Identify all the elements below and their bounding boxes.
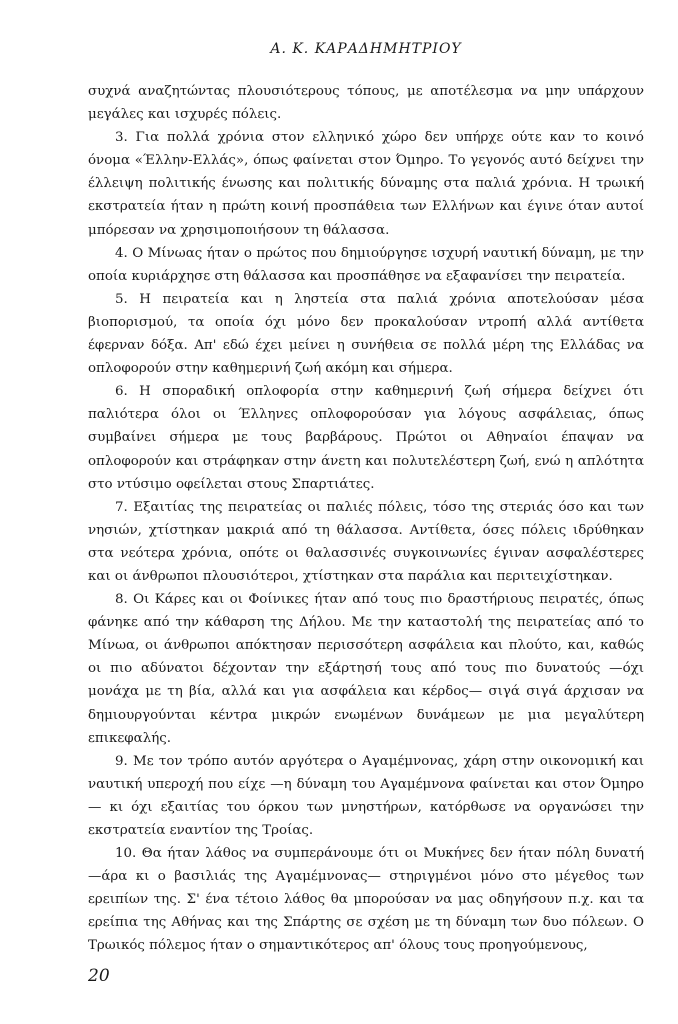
page-number: 20 [88,966,110,986]
paragraph-3: 3. Για πολλά χρόνια στον ελληνικό χώρο δεν υπήρχε ούτε καν το κοινό όνομα «Έλλην-Ελλάς», όπως φαίνεται στον Όμηρο. Το γεγονός αυτό δείχνει την έλλειψη πολιτικής ένωσης και πολιτικής δύναμης στα παλιά χρόνια. Η τρωική εκστρατεία ήταν η πρώτη κοινή προσπάθεια των Ελλήνων και έγινε όταν αυτοί μπόρεσαν να χρησιμοποιήσουν τη θάλασσα. [88,130,644,238]
book-page [88,40,644,1000]
paragraph-6: 6. Η σποραδική οπλοφορία στην καθημερινή ζωή σήμερα δείχνει ότι παλιότερα όλοι οι Έλληνες οπλοφορούσαν για λόγους ασφάλειας, όπως συμβαίνει σήμερα με τους βαρβάρους. Πρώτοι οι Αθηναίοι έπαψαν να οπλοφορούν και στράφηκαν στην άνετη και πολυτελέστερη ζωή, ενώ η απλότητα στο ντύσιμο οφείλεται στους Σπαρτιάτες. [88,384,644,492]
paragraph-continuation: συχνά αναζητώντας πλουσιότερους τόπους, με αποτέλεσμα να μην υπάρχουν μεγάλες και ισχυρές πόλεις. [88,84,644,123]
paragraph-7: 7. Εξαιτίας της πειρατείας οι παλιές πόλεις, τόσο της στεριάς όσο και των νησιών, χτίστηκαν μακριά από τη θάλασσα. Αντίθετα, όσες πόλεις ιδρύθηκαν στα νεότερα χρόνια, οπότε οι θαλασσινές συγκοινωνίες έγιναν ασφαλέστερες και οι άνθρωποι πλουσιότεροι, χτίστηκαν στα παράλια και περιτειχίστηκαν. [88,499,644,584]
paragraph-4: 4. Ο Μίνωας ήταν ο πρώτος που δημιούργησε ισχυρή ναυτική δύναμη, με την οποία κυριάρχησε στη θάλασσα και προσπάθησε να εξαφανίσει την πειρατεία. [88,245,644,284]
paragraph-5: 5. Η πειρατεία και η ληστεία στα παλιά χρόνια αποτελούσαν μέσα βιοπορισμού, τα οποία όχι μόνο δεν προκαλούσαν ντροπή αλλά αντίθετα έφερναν δόξα. Απ' εδώ έχει μείνει η συνήθεια σε πολλά μέρη της Ελλάδας να οπλοφορούν στην καθημερινή ζωή ακόμη και σήμερα. [88,291,644,377]
body-text [88,80,644,958]
paragraph-8: 8. Οι Κάρες και οι Φοίνικες ήταν από τους πιο δραστήριους πειρατές, όπως φάνηκε από την κάθαρση της Δήλου. Με την καταστολή της πειρατείας από το Μίνωα, οι άνθρωποι απόκτησαν περισσότερη ασφάλεια και πλούτο, και, καθώς οι πιο αδύνατοι δέχονταν την εξάρτησή τους από τους πιο δυνατούς —όχι μονάχα με τη βία, αλλά και για ασφάλεια και κέρδος— σιγά σιγά άρχισαν να δημιουργούνται κέντρα μικρών ενωμένων δυνάμεων με μια μεγαλύτερη επικεφαλής. [88,592,644,746]
paragraph-9: 9. Με τον τρόπο αυτόν αργότερα ο Αγαμέμνονας, χάρη στην οικονομική και ναυτική υπεροχή που είχε —η δύναμη του Αγαμέμνονα φαίνεται και στον Όμηρο— κι όχι εξαιτίας του όρκου των μνηστήρων, κατόρθωσε να οργανώσει την εκστρατεία εναντίον της Τροίας. [88,753,644,838]
running-head: Α. Κ. ΚΑΡΑΔΗΜΗΤΡΙΟΥ [270,41,462,57]
paragraph-10: 10. Θα ήταν λάθος να συμπεράνουμε ότι οι Μυκήνες δεν ήταν πόλη δυνατή —άρα κι ο βασιλιάς της Αγαμέμνονας— στηριγμένοι μόνο στο μέγεθος των ερειπίων της. Σ' ένα τέτοιο λάθος θα μπορούσαν να μας οδηγήσουν π.χ. και τα ερείπια της Αθήνας και της Σπάρτης σε σχέση με τη δύναμη των δυο πόλεων. Ο Τρωικός πόλεμος ήταν ο σημαντικότερος απ' όλους τους προηγούμενους, [88,846,644,954]
